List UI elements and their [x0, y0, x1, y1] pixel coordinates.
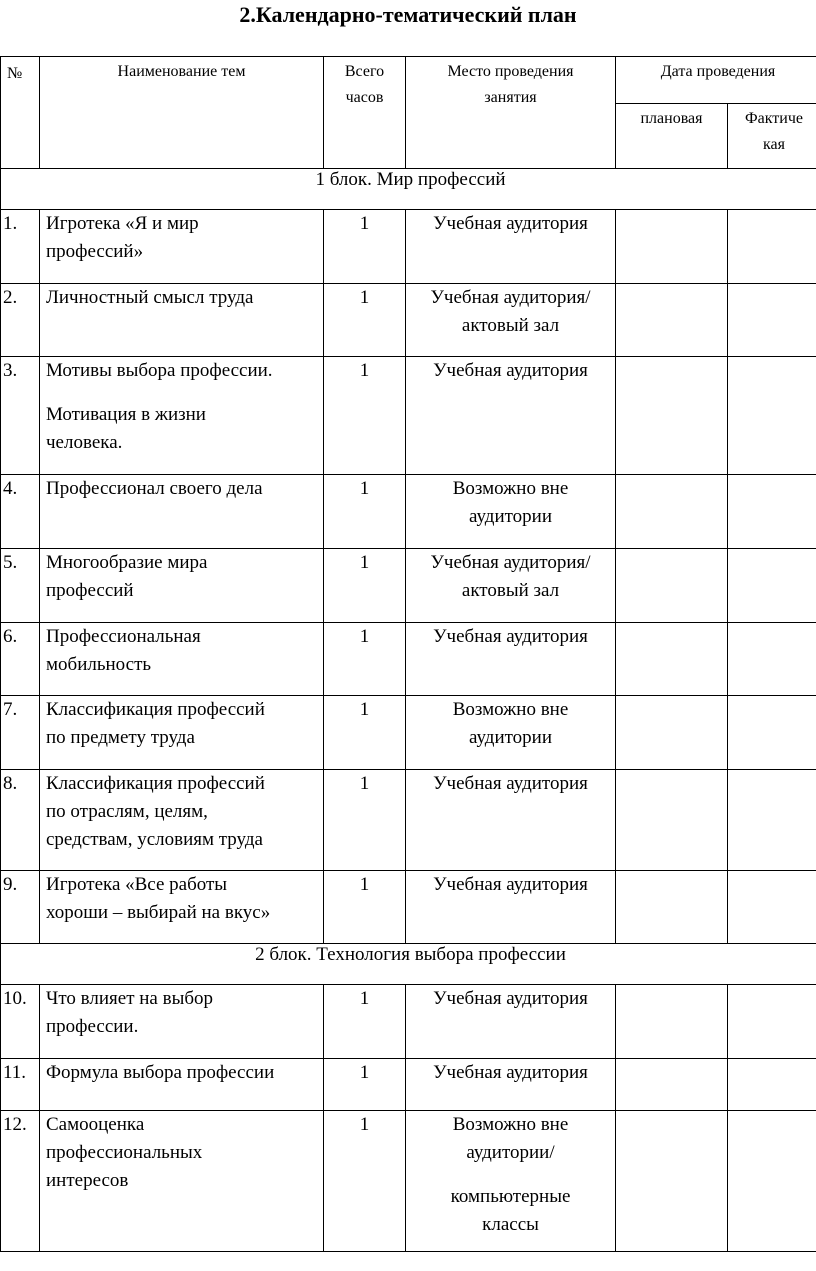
row-topic [40, 1111, 324, 1252]
row-actual-date[interactable] [728, 623, 816, 696]
row-place [406, 210, 616, 284]
topic-line: Профессионал своего дела [46, 478, 263, 499]
table-row [1, 475, 816, 549]
topic-line: по предмету труда [46, 727, 195, 748]
row-actual-date[interactable] [728, 210, 816, 284]
topic-line: мобильность [46, 654, 152, 675]
table-row [1, 770, 816, 871]
place-line: аудитории [469, 506, 552, 527]
topic-line: Самооценка [46, 1114, 145, 1135]
row-hours: 1 [324, 475, 406, 549]
topic-extra-line: Мотивация в жизни [46, 404, 206, 425]
place-extra-line: классы [482, 1214, 539, 1235]
place-line: аудитории/ [466, 1142, 555, 1163]
row-hours: 1 [324, 696, 406, 770]
row-planned-date[interactable] [616, 770, 728, 871]
row-planned-date[interactable] [616, 475, 728, 549]
row-actual-date[interactable] [728, 1059, 816, 1111]
place-line: Учебная аудитория [433, 626, 588, 647]
row-topic [40, 696, 324, 770]
topic-line: Что влияет на выбор [46, 988, 214, 1009]
row-number: 3. [1, 357, 40, 475]
row-actual-date[interactable] [728, 1111, 816, 1252]
row-hours: 1 [324, 871, 406, 944]
topic-line: средствам, условиям труда [46, 829, 263, 850]
place-line: Учебная аудитория [433, 773, 588, 794]
row-actual-date[interactable] [728, 357, 816, 475]
header-place-line1: Место проведения [447, 63, 574, 80]
row-place [406, 696, 616, 770]
topic-line: Личностный смысл труда [46, 287, 254, 308]
row-number: 12. [1, 1111, 40, 1252]
row-planned-date[interactable] [616, 549, 728, 623]
row-topic [40, 623, 324, 696]
row-planned-date[interactable] [616, 284, 728, 357]
header-hours-line2: часов [345, 89, 384, 106]
row-number: 11. [1, 1059, 40, 1111]
row-planned-date[interactable] [616, 210, 728, 284]
row-hours: 1 [324, 210, 406, 284]
table-row [1, 623, 816, 696]
row-number: 4. [1, 475, 40, 549]
row-topic [40, 549, 324, 623]
topic-line: интересов [46, 1170, 129, 1191]
header-hours [324, 57, 406, 169]
place-line: Учебная аудитория [433, 213, 588, 234]
row-planned-date[interactable] [616, 985, 728, 1059]
page-title: 2.Календарно-тематический план [239, 2, 577, 27]
row-place [406, 1111, 616, 1252]
row-hours: 1 [324, 284, 406, 357]
header-num: № [1, 57, 40, 169]
block-title: 2 блок. Технология выбора профессии [1, 944, 816, 985]
topic-line: по отраслям, целям, [46, 801, 208, 822]
row-place [406, 549, 616, 623]
table-row [1, 1111, 816, 1252]
row-topic [40, 357, 324, 475]
block-title: 1 блок. Мир профессий [1, 169, 816, 210]
topic-line: Многообразие мира [46, 552, 208, 573]
row-hours: 1 [324, 985, 406, 1059]
table-row [1, 210, 816, 284]
row-actual-date[interactable] [728, 696, 816, 770]
row-actual-date[interactable] [728, 475, 816, 549]
header-place-line2: занятия [484, 89, 537, 106]
row-number: 1. [1, 210, 40, 284]
row-actual-date[interactable] [728, 871, 816, 944]
block-header-row [1, 944, 816, 985]
header-topic: Наименование тем [40, 57, 324, 169]
row-place [406, 475, 616, 549]
header-place [406, 57, 616, 169]
topic-line: Игротека «Я и мир [46, 213, 199, 234]
row-topic [40, 770, 324, 871]
row-place [406, 985, 616, 1059]
place-line: Учебная аудитория [433, 1062, 588, 1083]
topic-line: Игротека «Все работы [46, 874, 228, 895]
topic-line: Профессиональная [46, 626, 201, 647]
row-topic [40, 871, 324, 944]
row-number: 7. [1, 696, 40, 770]
table-row [1, 284, 816, 357]
row-place [406, 770, 616, 871]
row-hours: 1 [324, 1111, 406, 1252]
header-actual [728, 104, 816, 169]
row-planned-date[interactable] [616, 1111, 728, 1252]
topic-line: Классификация профессий [46, 773, 265, 794]
row-hours: 1 [324, 357, 406, 475]
row-planned-date[interactable] [616, 696, 728, 770]
header-actual-line1: Фактиче [744, 110, 803, 127]
row-topic [40, 1059, 324, 1111]
topic-extra-line: человека. [46, 432, 123, 453]
place-line: актовый зал [461, 315, 560, 336]
table-row [1, 1059, 816, 1111]
row-place [406, 871, 616, 944]
row-number: 2. [1, 284, 40, 357]
row-hours: 1 [324, 1059, 406, 1111]
place-line: Учебная аудитория [433, 874, 588, 895]
topic-line: профессий» [46, 241, 144, 262]
header-date: Дата проведения [616, 57, 816, 104]
place-line: Возможно вне [452, 1114, 569, 1135]
place-line: Учебная аудитория/ [430, 287, 591, 308]
place-line: Учебная аудитория [433, 988, 588, 1009]
place-line: Возможно вне [452, 478, 569, 499]
row-number: 9. [1, 871, 40, 944]
row-number: 10. [1, 985, 40, 1059]
row-hours: 1 [324, 623, 406, 696]
row-planned-date[interactable] [616, 623, 728, 696]
topic-line: профессий [46, 580, 134, 601]
place-extra-line: компьютерные [450, 1186, 571, 1207]
row-actual-date[interactable] [728, 549, 816, 623]
row-planned-date[interactable] [616, 871, 728, 944]
row-actual-date[interactable] [728, 985, 816, 1059]
topic-line: профессиональных [46, 1142, 203, 1163]
row-place [406, 623, 616, 696]
topic-line: Формула выбора профессии [46, 1062, 275, 1083]
row-actual-date[interactable] [728, 770, 816, 871]
topic-line: профессии. [46, 1016, 139, 1037]
row-place [406, 357, 616, 475]
table-row [1, 549, 816, 623]
topic-line: Мотивы выбора профессии. [46, 360, 273, 381]
header-hours-line1: Всего [344, 63, 385, 80]
place-line: Учебная аудитория/ [430, 552, 591, 573]
place-line: Возможно вне [452, 699, 569, 720]
row-hours: 1 [324, 549, 406, 623]
topic-line: хороши – выбирай на вкус» [46, 902, 271, 923]
header-planned: плановая [616, 104, 728, 169]
row-planned-date[interactable] [616, 357, 728, 475]
row-topic [40, 210, 324, 284]
plan-body [1, 169, 816, 1252]
place-line: Учебная аудитория [433, 360, 588, 381]
table-row [1, 871, 816, 944]
block-header-row [1, 169, 816, 210]
header-actual-line2: кая [763, 136, 785, 153]
row-number: 6. [1, 623, 40, 696]
table-row [1, 357, 816, 475]
topic-line: Классификация профессий [46, 699, 265, 720]
row-number: 8. [1, 770, 40, 871]
row-topic [40, 284, 324, 357]
table-row [1, 696, 816, 770]
table-row [1, 985, 816, 1059]
place-line: актовый зал [461, 580, 560, 601]
row-topic [40, 475, 324, 549]
row-hours: 1 [324, 770, 406, 871]
row-place [406, 1059, 616, 1111]
calendar-plan-table [0, 56, 816, 1252]
place-line: аудитории [469, 727, 552, 748]
row-topic [40, 985, 324, 1059]
row-planned-date[interactable] [616, 1059, 728, 1111]
row-place [406, 284, 616, 357]
row-number: 5. [1, 549, 40, 623]
row-actual-date[interactable] [728, 284, 816, 357]
